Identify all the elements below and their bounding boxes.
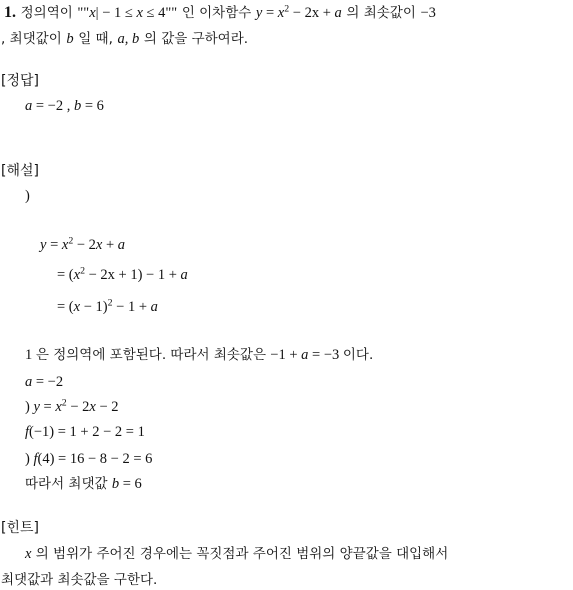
equation-line-1: $y = x^2 - 2x + a$ bbox=[40, 235, 126, 253]
equation-line-2: = $(x^2 - 2x + 1) - 1 + a$ bbox=[57, 265, 188, 283]
solution-step-6: 따라서 최댓값 b = 6 bbox=[25, 476, 142, 492]
question-math: x bbox=[136, 5, 143, 21]
question-math: a bbox=[334, 5, 342, 21]
question-math: − 2x + bbox=[289, 5, 335, 21]
hint-line-1: x 의 범위가 주어진 경우에는 꼭짓점과 주어진 범위의 양끝값을 대입해서 bbox=[25, 546, 449, 562]
solution-step-1: 1 은 정의역에 포함된다. 따라서 최솟값은 −1 + a = −3 이다. bbox=[25, 347, 374, 363]
solution-step-2: a = −2 bbox=[25, 374, 64, 390]
solution-heading: [해설] bbox=[1, 163, 39, 179]
solution-paren: ) bbox=[25, 188, 30, 204]
question-line-2 bbox=[1, 30, 248, 48]
question-quote: "" bbox=[77, 5, 90, 21]
question-math: | − 1 ≤ bbox=[95, 5, 137, 21]
question-text: 인 이차함수 bbox=[181, 5, 252, 21]
question-exponent: 2 bbox=[284, 3, 290, 15]
question-math: x bbox=[277, 5, 285, 21]
answer-heading: [정답] bbox=[1, 73, 39, 89]
question-text: 일 때, bbox=[78, 31, 113, 47]
question-math: a, b bbox=[117, 31, 140, 47]
solution-step-5: ) f(4) = 16 − 8 − 2 = 6 bbox=[25, 451, 153, 467]
question-math: x bbox=[89, 5, 96, 21]
question-math: ≤ 4"" bbox=[142, 5, 178, 21]
question-text: , 최댓값이 bbox=[1, 31, 62, 47]
question-text: 의 최솟값이 bbox=[346, 5, 416, 21]
equation-line-3: = $(x - 1)^2 - 1 + a$ bbox=[57, 297, 158, 315]
question-number: 1. bbox=[4, 4, 16, 21]
question-text: 의 값을 구하여라. bbox=[143, 31, 249, 47]
question-math: b bbox=[66, 31, 74, 47]
hint-heading: [힌트] bbox=[1, 520, 39, 536]
question-math: = bbox=[262, 5, 278, 21]
answer-value: a = −2 , b = 6 bbox=[25, 98, 104, 114]
hint-line-2: 최댓값과 최솟값을 구한다. bbox=[1, 572, 158, 588]
solution-step-3: ) $y = x^2 - 2x - 2$ bbox=[25, 397, 119, 415]
question-line-1 bbox=[4, 4, 436, 22]
question-math: −3 bbox=[420, 5, 436, 21]
question-text: 정의역이 bbox=[20, 5, 73, 21]
solution-step-4: f(−1) = 1 + 2 − 2 = 1 bbox=[25, 424, 145, 440]
question-math: y bbox=[255, 5, 263, 21]
